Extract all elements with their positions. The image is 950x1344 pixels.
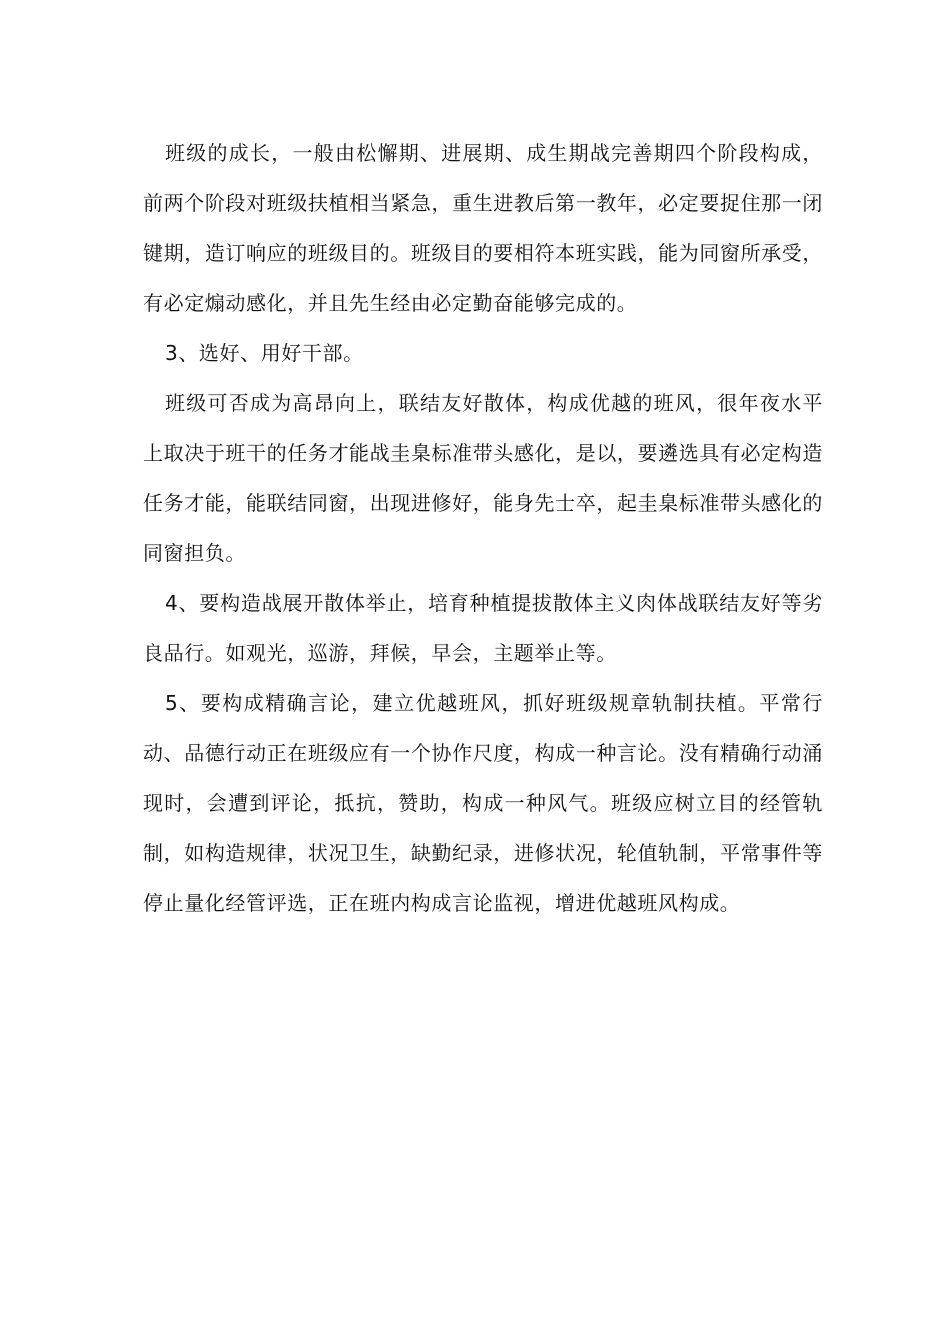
paragraph-class-opinion-rules: 5、要构成精确言论，建立优越班风，抓好班级规章轨制扶植。平常行动、品德行动正在班级应有一个协作尺度，构成一种言论。没有精确行动涌现时，会遭到评论，抵抗，赞助，构成一种风气。班级应树立目的经管轨制，如构造规律，状况卫生，缺勤纪录，进修状况，轮值轨制，平常事件等停止量化经管评选，正在班内构成言论监视，增进优越班风构成。	[143, 691, 823, 915]
document-body	[143, 128, 823, 928]
paragraph-class-growth-stages: 班级的成长，一般由松懈期、进展期、成生期战完善期四个阶段构成，前两个阶段对班级扶植相当紧急，重生进教后第一教年，必定要捉住那一闭键期，造订响应的班级目的。班级目的要相符本班实践，能为同窗所承受，有必定煽动感化，并且先生经由必定勤奋能够完成的。	[143, 141, 823, 315]
paragraph-collective-activities: 4、要构造战展开散体举止，培育种植提拔散体主义肉体战联结友好等劣良品行。如观光，巡游，拜候，早会，主题举止等。	[143, 591, 823, 665]
paragraph-class-cadres: 班级可否成为高昂向上，联结友好散体，构成优越的班风，很年夜水平上取决于班干的任务才能战圭臬标准带头感化，是以，要遴选具有必定构造任务才能，能联结同窗，出现进修好，能身先士卒，起圭臬标准带头感化的同窗担负。	[143, 391, 823, 565]
paragraph-heading-select-cadres: 3、选好、用好干部。	[165, 341, 364, 365]
